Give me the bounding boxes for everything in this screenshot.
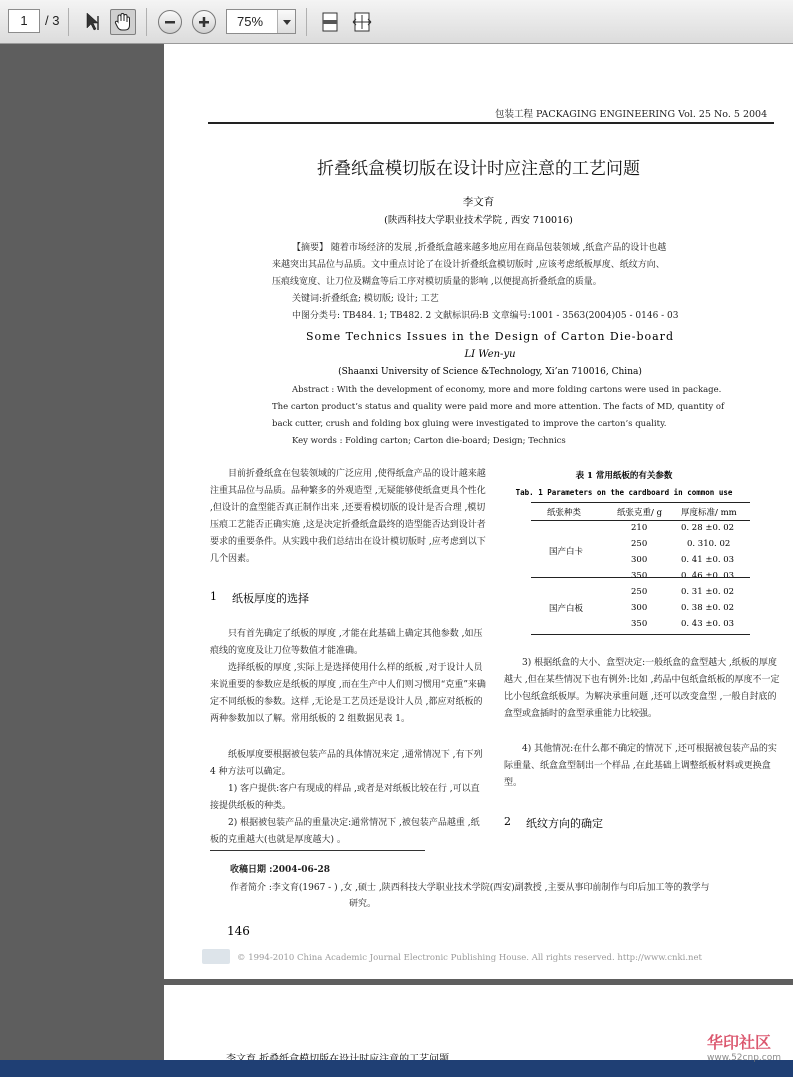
zoom-level-select[interactable] (226, 9, 296, 34)
cnki-logo-icon (202, 949, 230, 964)
watermark-url: www.52cnp.com (706, 1053, 781, 1063)
table-cell: 350 (631, 619, 648, 629)
page-number-input[interactable]: 1 (8, 9, 40, 33)
author-bio-cont: 研究。 (349, 899, 377, 909)
toolbar-separator (146, 8, 147, 36)
taskbar (0, 1060, 793, 1077)
toolbar-separator (306, 8, 307, 36)
zoom-in-button[interactable] (192, 10, 216, 34)
keywords-cn: 关键词:折叠纸盒; 模切版; 设计; 工艺 (292, 294, 439, 304)
select-tool-button[interactable] (80, 9, 106, 35)
table-cell: 210 (631, 523, 648, 533)
running-header: 包装工程 PACKAGING ENGINEERING Vol. 25 No. 5 2004 (495, 109, 768, 120)
cursor-arrow-icon (84, 12, 102, 32)
section-2-title: 纸纹方向的确定 (526, 817, 603, 830)
fit-page-icon (320, 11, 340, 33)
abstract-en (272, 382, 732, 450)
table-cell: 0. 41 ±0. 03 (681, 555, 735, 565)
abstract-en-line: Abstract : With the development of economy, more and more folding cartons were used in package. (292, 385, 722, 395)
paragraph: 4) 其他情况:在什么都不确定的情况下 ,还可根据被包装产品的实际重量、纸盒盒型制出一个样品 ,在此基础上调整纸板材料或更换盒型。 (504, 744, 777, 788)
table-rule (531, 634, 750, 635)
intro-paragraph: 目前折叠纸盒在包装领域的广泛应用 ,使得纸盒产品的设计越来越注重其品位与品质。品种繁多的外观造型 ,无疑能够使纸盒更具个性化 ,但设计的盒型能否真正制作出来 ,还要看模切版的设计是否合理 ,模切压痕工艺能否正确实施 ,这是决定折叠纸盒最终的造型能否达到设计者要求的重要条件。从实践中我们总结出在设计模切版时 ,应考虑到以下几个因素。 (210, 469, 486, 564)
abstract-line: 压痕线宽度、让刀位及糊盒等后工序对模切质量的影响 ,以便提高折叠纸盒的质量。 (272, 277, 602, 287)
paragraph: 只有首先确定了纸板的厚度 ,才能在此基础上确定其他参数 ,如压痕线的宽度及让刀位等数值才能准确。 (210, 629, 483, 656)
abstract-en-line: back cutter, crush and folding box gluing were investigated to improve the carton’s quality. (272, 419, 667, 429)
minus-icon (163, 15, 177, 29)
received-date: 收稿日期 :2004-06-28 (230, 865, 331, 875)
page-total-label: / 3 (45, 13, 60, 28)
table-cell: 0. 31 ±0. 02 (681, 587, 735, 597)
site-watermark (707, 1030, 781, 1063)
paragraph: 1) 客户提供:客户有现成的样品 ,或者是对纸板比较在行 ,可以直接提供纸板的种类。 (210, 784, 480, 811)
table-header: 厚度标准/ mm (681, 508, 737, 518)
section-2-number: 2 (504, 815, 511, 828)
table-cell: 250 (631, 539, 648, 549)
table-rule (531, 577, 750, 578)
author-bio: 作者简介 :李文育(1967 - ) ,女 ,硕士 ,陕西科技大学职业技术学院(西安)副教授 ,主要从事印前制作与印后加工等的教学与 (230, 883, 710, 893)
pdf-toolbar (0, 0, 793, 44)
keywords-en: Key words : Folding carton; Carton die-board; Design; Technics (292, 436, 566, 446)
paper-title: 折叠纸盒模切版在设计时应注意的工艺问题 (317, 159, 640, 179)
table-cell: 250 (631, 587, 648, 597)
table-header: 纸张种类 (547, 508, 582, 518)
zoom-level-value: 75% (237, 14, 264, 29)
table-cell: 300 (631, 603, 648, 613)
table-caption: 表 1 常用纸板的有关参数 (575, 471, 673, 481)
hand-tool-button[interactable] (110, 9, 136, 35)
watermark-name: 华印社区 (706, 1033, 771, 1052)
table-cell: 0. 46 ±0. 03 (681, 571, 735, 581)
paragraph: 纸板厚度要根据被包装产品的具体情况来定 ,通常情况下 ,有下列 4 种方法可以确定。 (210, 750, 483, 777)
table-cell: 0. 43 ±0. 03 (681, 619, 735, 629)
english-author: LI Wen-yu (464, 349, 516, 360)
fit-width-icon (351, 11, 373, 33)
pdf-page (164, 44, 793, 979)
abstract-en-line: The carton product’s status and quality were paid more and more attention. The facts of MD, quantity of (272, 402, 725, 412)
classification-line: 中图分类号: TB484. 1; TB482. 2 文献标识码:B 文章编号:1001 - 3563(2004)05 - 0146 - 03 (292, 311, 679, 321)
paragraph: 3) 根据纸盒的大小、盒型决定:一般纸盒的盒型越大 ,纸板的厚度越大 ,但在某些情况下也有例外:比如 ,药品中包纸盒纸板的厚度不一定比小包纸盒纸板厚。为解决承重问题 ,还可以改变盒型 ,一般自封底的盒型或盒插时的盒型承重能力比较强。 (504, 658, 780, 719)
table-group-label: 国产白卡 (549, 547, 584, 557)
table-cell: 0. 38 ±0. 02 (681, 603, 735, 613)
section-1-number: 1 (210, 590, 217, 603)
table-cell: 300 (631, 555, 648, 565)
english-title: Some Technics Issues in the Design of Carton Die-board (306, 330, 674, 343)
header-rule (208, 122, 774, 124)
page-number: 146 (227, 924, 250, 938)
section-1-title: 纸板厚度的选择 (232, 592, 309, 605)
hand-icon (113, 12, 133, 32)
footnote-rule (210, 850, 425, 851)
table-cell: 0. 310. 02 (687, 539, 731, 549)
abstract-cn (272, 240, 732, 325)
plus-icon (197, 15, 211, 29)
affiliation: (陕西科技大学职业技术学院 , 西安 710016) (384, 215, 573, 226)
abstract-line: 来越突出其品位与品质。文中重点讨论了在设计折叠纸盒模切版时 ,应该考虑纸板厚度、纸纹方向、 (272, 260, 665, 270)
table-cell: 350 (631, 571, 648, 581)
chevron-down-icon[interactable] (277, 10, 295, 33)
fit-width-button[interactable] (349, 9, 375, 35)
english-affiliation: (Shaanxi University of Science &Technology, Xi’an 710016, China) (338, 367, 642, 377)
table-rule (531, 520, 750, 521)
copyright-notice: © 1994-2010 China Academic Journal Electronic Publishing House. All rights reserved. http://www.cnki.net (237, 953, 702, 963)
paragraph: 2) 根据被包装产品的重量决定:通常情况下 ,被包装产品越重 ,纸板的克重越大(也就是厚度越大) 。 (210, 818, 480, 845)
table-caption-en: Tab. 1 Parameters on the cardboard in common use (515, 488, 733, 497)
paragraph: 选择纸板的厚度 ,实际上是选择使用什么样的纸板 ,对于设计人员来说重要的参数应是纸板的厚度 ,而在生产中人们则习惯用“克重”来确定不同纸板的参数。这样 ,无论是工艺员还是设计人员 ,都应对纸板的两种参数加以了解。常用纸板的 2 组数据见表 1。 (210, 663, 486, 724)
fit-page-button[interactable] (317, 9, 343, 35)
abstract-line: 【摘要】 随着市场经济的发展 ,折叠纸盒越来越多地应用在商品包装领域 ,纸盒产品的设计也越 (292, 243, 667, 253)
author: 李文育 (462, 196, 495, 208)
table-header: 纸张克重/ g (617, 508, 663, 518)
toolbar-separator (68, 8, 69, 36)
table-cell: 0. 28 ±0. 02 (681, 523, 735, 533)
zoom-out-button[interactable] (158, 10, 182, 34)
table-group-label: 国产白板 (549, 604, 584, 614)
table-rule (531, 502, 750, 503)
